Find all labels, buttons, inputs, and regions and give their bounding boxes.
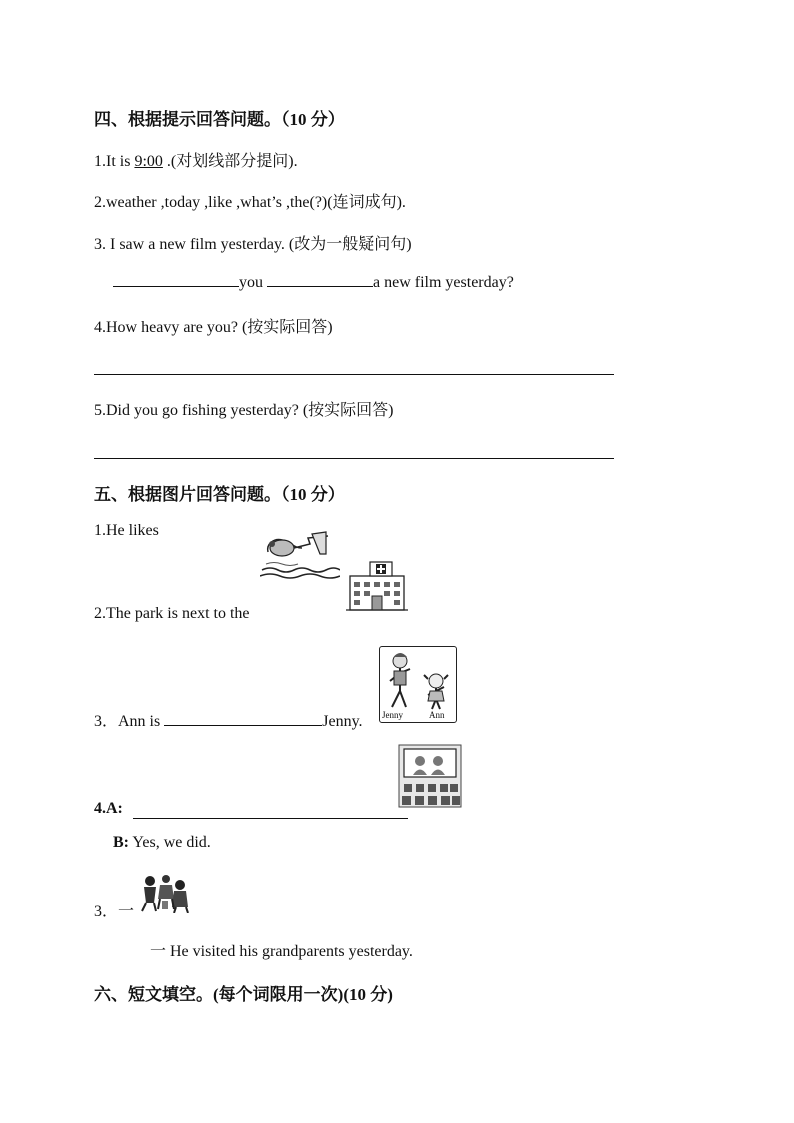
s4-q3-blank-1[interactable] — [113, 272, 239, 287]
s5-q4-a-label: 4.A: — [94, 800, 123, 817]
section5-score-unit: 分） — [306, 485, 345, 504]
section4-score: 10 — [289, 110, 307, 129]
s5-q5-answer: 一 He visited his grandparents yesterday. — [150, 943, 413, 960]
s4-question-4: 4.How heavy are you? (按实际回答) — [94, 319, 333, 336]
s4-q3-blank-2[interactable] — [267, 272, 373, 287]
s4-q3-word2: a new film yesterday? — [373, 274, 514, 291]
s4-question-5: 5.Did you go fishing yesterday? (按实际回答) — [94, 402, 394, 419]
s4-q5-answer-line[interactable] — [94, 458, 614, 459]
s4-q1-underlined: 9:00 — [134, 153, 163, 170]
s5-q4-b-text: Yes, we did. — [129, 834, 211, 851]
s4-question-2: 2.weather ,today ,like ,what’s ,the(?)(连词成句). — [94, 194, 406, 211]
s4-q3-word1: you — [239, 274, 263, 291]
s5-q4-a-answer-line[interactable] — [133, 818, 408, 819]
s5-q3-suffix: Jenny. — [322, 713, 363, 730]
s5-question-4-b — [113, 834, 211, 852]
s5-q3-blank[interactable] — [164, 711, 322, 726]
s4-q4-answer-line[interactable] — [94, 374, 614, 375]
section4-heading-text: 四、根据提示回答问题。（ — [94, 110, 290, 129]
swimmer-diving-icon — [260, 530, 340, 582]
s4-question-1 — [94, 148, 298, 171]
section4-heading — [94, 105, 345, 130]
section6-heading: 六、短文填空。(每个词限用一次)(10 分) — [94, 985, 393, 1004]
label-ann: Ann — [429, 710, 445, 720]
family-visit-icon — [138, 873, 192, 913]
section4-score-unit: 分） — [306, 110, 345, 129]
two-girls-image — [379, 646, 457, 723]
s5-question-5: 3．一 — [94, 903, 135, 920]
cinema-screen-icon — [398, 744, 462, 808]
s5-q4-b-label: B: — [113, 834, 129, 851]
s5-q3-prefix: 3．Ann is — [94, 713, 165, 730]
section5-score: 10 — [289, 485, 307, 504]
s5-question-4-a — [94, 800, 123, 818]
s4-question-3: 3. I saw a new film yesterday. (改为一般疑问句) — [94, 236, 412, 253]
hospital-building-icon — [346, 558, 408, 614]
two-girls-icon — [380, 647, 456, 711]
s4-q1-prefix: 1.It is — [94, 153, 135, 170]
s5-question-2: 2.The park is next to the — [94, 605, 250, 622]
section5-heading — [94, 480, 345, 505]
s5-question-1: 1.He likes — [94, 522, 159, 539]
s5-question-3 — [94, 708, 363, 731]
section5-heading-text: 五、根据图片回答问题。（ — [94, 485, 290, 504]
s4-q1-suffix: .(对划线部分提问). — [162, 153, 298, 170]
label-jenny: Jenny — [382, 710, 403, 720]
s4-q3-answer-line — [113, 272, 514, 292]
